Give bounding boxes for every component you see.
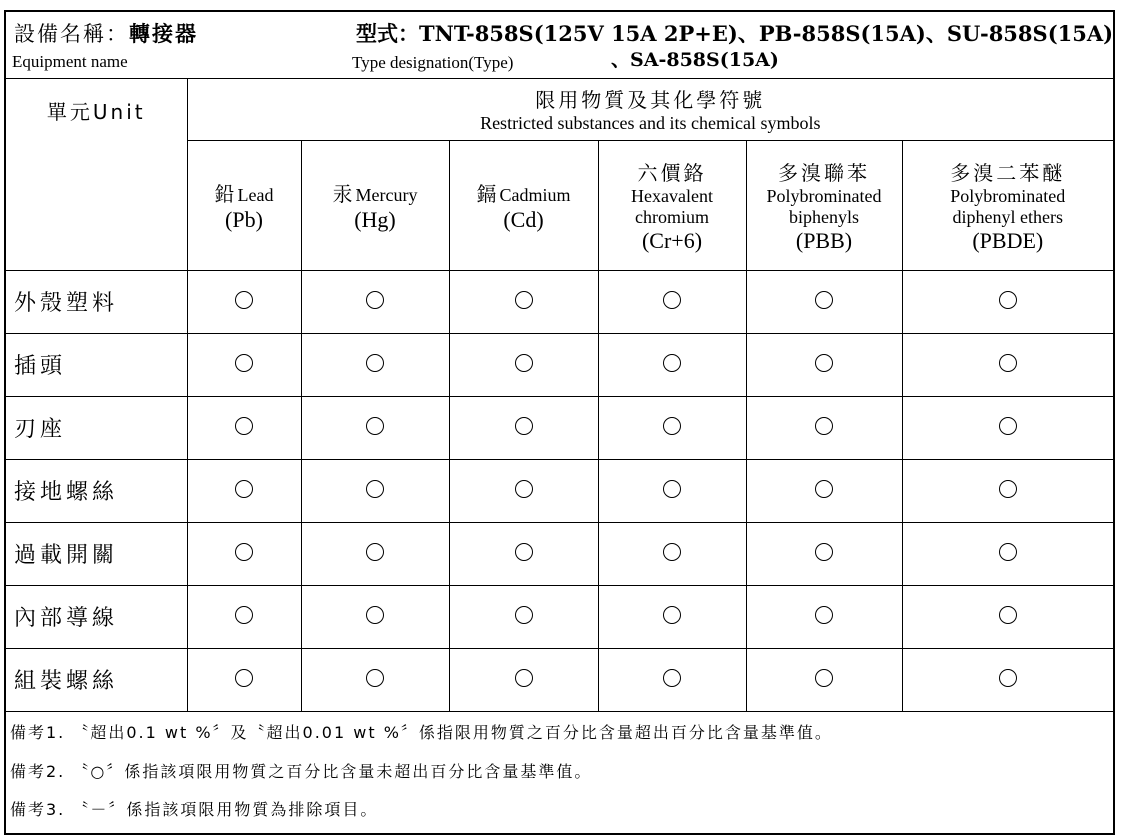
compliance-cell bbox=[301, 585, 449, 648]
type-value-line2: 、SA-858S(15A) bbox=[611, 49, 779, 71]
compliance-cell bbox=[187, 522, 301, 585]
compliance-cell bbox=[187, 270, 301, 333]
type-designation-zh bbox=[356, 18, 1113, 48]
restricted-header-zh: 限用物質及其化學符號 bbox=[535, 87, 766, 112]
component-name: 刃座 bbox=[6, 396, 187, 459]
compliance-cell bbox=[902, 270, 1113, 333]
circle-mark-icon bbox=[999, 606, 1017, 624]
circle-mark-icon bbox=[235, 606, 253, 624]
component-rows bbox=[6, 270, 1113, 711]
compliance-cell bbox=[187, 648, 301, 711]
circle-mark-icon bbox=[366, 291, 384, 309]
substance-symbol: (PBB) bbox=[795, 227, 853, 253]
compliance-cell bbox=[598, 459, 746, 522]
compliance-cell bbox=[902, 333, 1113, 396]
circle-mark-icon bbox=[663, 669, 681, 687]
circle-mark-icon bbox=[235, 291, 253, 309]
circle-mark-icon bbox=[663, 417, 681, 435]
substance-symbol: (Cr+6) bbox=[641, 227, 703, 253]
substance-en: Polybrominated bbox=[950, 185, 1066, 206]
circle-mark-icon bbox=[663, 291, 681, 309]
circle-mark-icon bbox=[999, 480, 1017, 498]
substance-en: Mercury bbox=[355, 184, 418, 205]
compliance-cell bbox=[301, 396, 449, 459]
restricted-header-cell bbox=[187, 78, 1113, 140]
circle-mark-icon bbox=[515, 669, 533, 687]
circle-mark-icon bbox=[515, 291, 533, 309]
compliance-cell bbox=[598, 396, 746, 459]
compliance-cell bbox=[598, 522, 746, 585]
circle-mark-icon bbox=[235, 543, 253, 561]
substance-zh: 汞 bbox=[332, 181, 356, 206]
substance-en: Polybrominated bbox=[766, 185, 882, 206]
compliance-cell bbox=[902, 396, 1113, 459]
substance-header-pbde bbox=[902, 140, 1113, 270]
compliance-cell bbox=[902, 648, 1113, 711]
substance-zh: 多溴二苯醚 bbox=[950, 160, 1066, 185]
table-row bbox=[6, 585, 1113, 648]
rohs-declaration-frame bbox=[4, 10, 1115, 835]
equipment-name-zh bbox=[14, 18, 198, 48]
compliance-cell bbox=[449, 522, 598, 585]
compliance-cell bbox=[746, 522, 902, 585]
compliance-cell bbox=[746, 585, 902, 648]
circle-mark-icon bbox=[999, 291, 1017, 309]
substance-header-cadmium bbox=[449, 140, 598, 270]
circle-mark-icon bbox=[663, 480, 681, 498]
compliance-cell bbox=[902, 522, 1113, 585]
circle-mark-icon bbox=[515, 417, 533, 435]
substance-en: Lead bbox=[237, 184, 274, 205]
circle-mark-icon bbox=[999, 669, 1017, 687]
substance-zh: 鉛 bbox=[214, 181, 238, 206]
compliance-cell bbox=[746, 648, 902, 711]
compliance-cell bbox=[187, 396, 301, 459]
circle-mark-icon bbox=[663, 543, 681, 561]
table-row bbox=[6, 270, 1113, 333]
compliance-cell bbox=[746, 396, 902, 459]
compliance-cell bbox=[301, 522, 449, 585]
table-row bbox=[6, 522, 1113, 585]
compliance-cell bbox=[449, 459, 598, 522]
substance-symbol: (Cd) bbox=[503, 206, 544, 232]
circle-mark-icon bbox=[366, 480, 384, 498]
type-label-zh: 型式： bbox=[356, 21, 419, 46]
table-row bbox=[6, 396, 1113, 459]
table-row bbox=[6, 648, 1113, 711]
circle-mark-icon bbox=[515, 354, 533, 372]
circle-mark-icon bbox=[999, 354, 1017, 372]
circle-mark-icon bbox=[815, 291, 833, 309]
circle-mark-icon bbox=[366, 543, 384, 561]
compliance-cell bbox=[598, 333, 746, 396]
compliance-cell bbox=[449, 333, 598, 396]
compliance-cell bbox=[187, 333, 301, 396]
circle-mark-icon bbox=[235, 417, 253, 435]
component-name: 接地螺絲 bbox=[6, 459, 187, 522]
compliance-cell bbox=[449, 396, 598, 459]
compliance-cell bbox=[301, 270, 449, 333]
circle-mark-icon bbox=[366, 669, 384, 687]
circle-mark-icon bbox=[366, 354, 384, 372]
substance-table bbox=[6, 78, 1113, 827]
compliance-cell bbox=[598, 648, 746, 711]
substance-zh: 鎘 bbox=[476, 181, 500, 206]
component-name: 外殼塑料 bbox=[6, 270, 187, 333]
compliance-cell bbox=[301, 459, 449, 522]
substance-en: Hexavalent bbox=[631, 185, 713, 206]
compliance-cell bbox=[301, 333, 449, 396]
compliance-cell bbox=[187, 459, 301, 522]
circle-mark-icon bbox=[815, 606, 833, 624]
substance-header-lead bbox=[187, 140, 301, 270]
table-row bbox=[6, 459, 1113, 522]
circle-mark-icon bbox=[815, 417, 833, 435]
equipment-label-zh: 設備名稱： bbox=[14, 22, 129, 46]
note-1: 備考1. 〝超出0.1 wt %〞及〝超出0.01 wt %〞係指限用物質之百分比含量超出百分比含量基準值。 bbox=[10, 722, 833, 742]
table-row bbox=[6, 333, 1113, 396]
note-3: 備考3. 〝－〞係指該項限用物質為排除項目。 bbox=[10, 799, 379, 819]
circle-mark-icon bbox=[815, 354, 833, 372]
unit-header: 單元Unit bbox=[46, 100, 146, 124]
circle-mark-icon bbox=[999, 417, 1017, 435]
circle-mark-icon bbox=[815, 543, 833, 561]
substance-header-pbb bbox=[746, 140, 902, 270]
compliance-cell bbox=[449, 270, 598, 333]
type-value-line1: TNT-858S(125V 15A 2P+E)、PB-858S(15A)、SU-858S(15A) bbox=[419, 21, 1114, 46]
substance-zh: 六價鉻 bbox=[637, 160, 707, 185]
circle-mark-icon bbox=[515, 543, 533, 561]
compliance-cell bbox=[746, 333, 902, 396]
circle-mark-icon bbox=[235, 480, 253, 498]
substance-en: Cadmium bbox=[499, 184, 571, 205]
circle-mark-icon bbox=[815, 480, 833, 498]
compliance-cell bbox=[301, 648, 449, 711]
component-name: 內部導線 bbox=[6, 585, 187, 648]
circle-mark-icon bbox=[235, 354, 253, 372]
substance-symbol: (PBDE) bbox=[972, 227, 1044, 253]
compliance-cell bbox=[598, 270, 746, 333]
circle-mark-icon bbox=[515, 480, 533, 498]
substance-en: diphenyl ethers bbox=[952, 206, 1064, 227]
circle-mark-icon bbox=[999, 543, 1017, 561]
compliance-cell bbox=[746, 270, 902, 333]
equipment-name-en: Equipment name bbox=[12, 52, 128, 71]
substance-zh: 多溴聯苯 bbox=[778, 160, 870, 185]
circle-mark-icon bbox=[815, 669, 833, 687]
notes-section bbox=[6, 711, 1113, 827]
substance-header-mercury bbox=[301, 140, 449, 270]
compliance-cell bbox=[902, 459, 1113, 522]
circle-mark-icon bbox=[366, 606, 384, 624]
circle-mark-icon bbox=[366, 417, 384, 435]
title-row bbox=[6, 12, 1113, 79]
compliance-cell bbox=[187, 585, 301, 648]
unit-header-cell bbox=[6, 78, 187, 270]
circle-mark-icon bbox=[515, 606, 533, 624]
substance-symbol: (Pb) bbox=[225, 206, 263, 232]
compliance-cell bbox=[449, 648, 598, 711]
substance-en: chromium bbox=[635, 206, 709, 227]
compliance-cell bbox=[746, 459, 902, 522]
compliance-cell bbox=[449, 585, 598, 648]
circle-mark-icon bbox=[663, 354, 681, 372]
restricted-header-en: Restricted substances and its chemical symbols bbox=[480, 112, 821, 133]
type-designation-en: Type designation(Type) bbox=[352, 53, 514, 72]
component-name: 過載開關 bbox=[6, 522, 187, 585]
component-name: 插頭 bbox=[6, 333, 187, 396]
substance-header-chromium bbox=[598, 140, 746, 270]
compliance-cell bbox=[598, 585, 746, 648]
circle-mark-icon bbox=[663, 606, 681, 624]
corner-mark bbox=[0, 0, 60, 10]
note-2: 備考2. 〝○〞係指該項限用物質之百分比含量未超出百分比含量基準值。 bbox=[10, 761, 593, 781]
component-name: 組裝螺絲 bbox=[6, 648, 187, 711]
equipment-value: 轉接器 bbox=[129, 21, 198, 46]
circle-mark-icon bbox=[235, 669, 253, 687]
substance-en: biphenyls bbox=[789, 206, 859, 227]
substance-symbol: (Hg) bbox=[354, 206, 396, 232]
compliance-cell bbox=[902, 585, 1113, 648]
